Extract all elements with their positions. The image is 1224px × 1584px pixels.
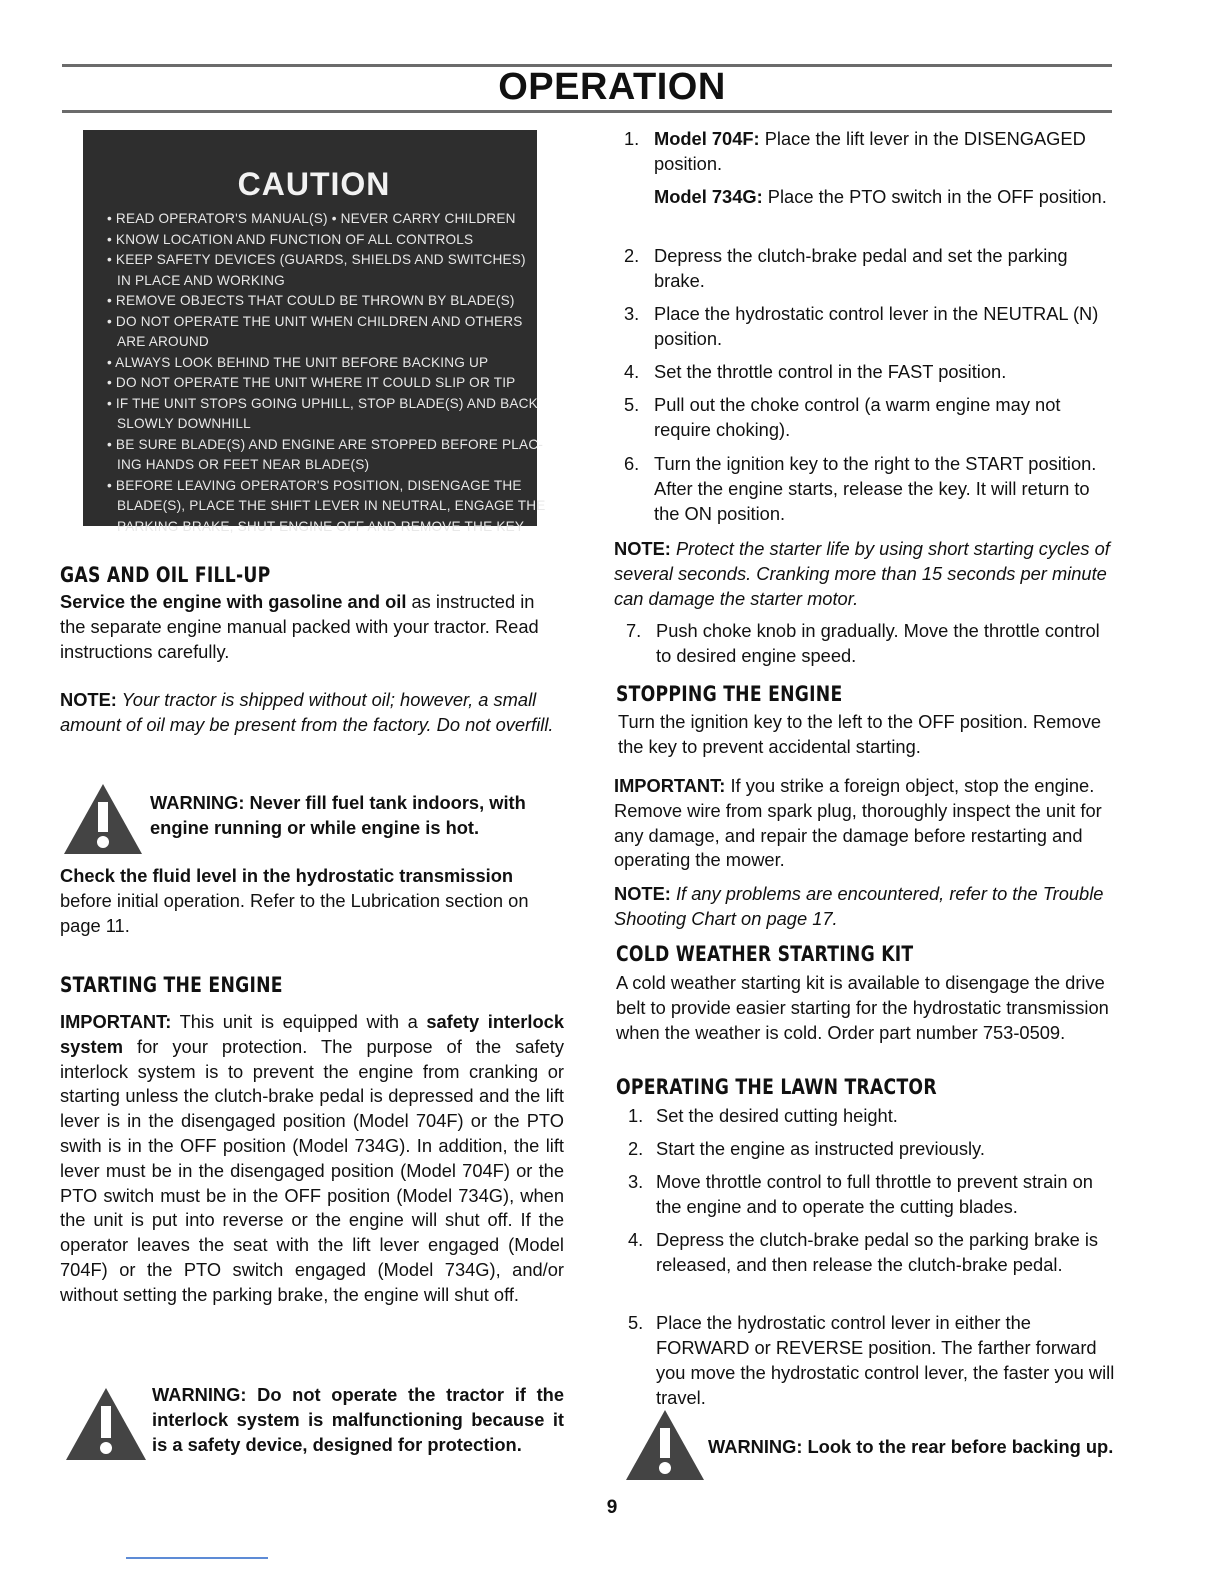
interlock-warning: WARNING: Do not operate the tractor if the interlock system is malfunctioning because it is a safety device, designed for protection.	[152, 1384, 564, 1455]
fuel-warning: WARNING: Never fill fuel tank indoors, with engine running or while engine is hot.	[150, 792, 526, 838]
stopping-note: NOTE: If any problems are encountered, refer to the Trouble Shooting Chart on page 17.	[614, 883, 1104, 929]
page-number: 9	[606, 1497, 618, 1518]
caution-heading: CAUTION	[237, 166, 391, 202]
warning-icon	[624, 1408, 706, 1482]
step-number: 1.	[624, 128, 640, 149]
gas-oil-paragraph: Service the engine with gasoline and oil as instructed in the separate engine manual packed with your tractor. Read instructions carefully.	[60, 591, 539, 662]
gas-oil-heading: GAS AND OIL FILL-UP	[60, 563, 271, 587]
backing-warning: WARNING: Look to the rear before backing up.	[708, 1436, 1114, 1457]
caution-decal	[83, 130, 546, 534]
lawn-tractor-heading: OPERATING THE LAWN TRACTOR	[616, 1075, 937, 1099]
stopping-paragraph: Turn the ignition key to the left to the OFF position. Remove the key to prevent accidental starting.	[618, 711, 1101, 757]
caution-line: • KEEP SAFETY DEVICES (GUARDS, SHIELDS AND SWITCHES)	[107, 252, 526, 267]
title-rule	[62, 110, 1112, 113]
caution-line: • KNOW LOCATION AND FUNCTION OF ALL CONTROLS	[107, 231, 474, 247]
stopping-heading: STOPPING THE ENGINE	[616, 682, 843, 706]
gas-oil-note: NOTE: Your tractor is shipped without oil; however, a small amount of oil may be present from the factory. Do not overfill.	[60, 689, 554, 735]
cold-weather-heading: COLD WEATHER STARTING KIT	[616, 942, 914, 966]
caution-line: ING HANDS OR FEET NEAR BLADE(S)	[117, 457, 370, 472]
warning-icon	[64, 1386, 148, 1462]
warning-icon	[62, 782, 144, 856]
caution-line: • BE SURE BLADE(S) AND ENGINE ARE STOPPED BEFORE PLAC-	[107, 436, 544, 452]
page-title: OPERATION	[498, 66, 726, 108]
caution-line: • BEFORE LEAVING OPERATOR'S POSITION, DISENGAGE THE	[107, 477, 522, 493]
caution-line: • ALWAYS LOOK BEHIND THE UNIT BEFORE BACKING UP	[107, 354, 489, 370]
caution-line: • DO NOT OPERATE THE UNIT WHEN CHILDREN AND OTHERS	[107, 313, 523, 329]
caution-line: • DO NOT OPERATE THE UNIT WHERE IT COULD SLIP OR TIP	[107, 375, 516, 390]
starting-heading: STARTING THE ENGINE	[60, 973, 283, 997]
cold-weather-paragraph: A cold weather starting kit is available to disengage the drive belt to provide easier starting for the hydrostatic transmission when the weather is cold. Order part number 753-0509.	[616, 972, 1109, 1043]
caution-line: PARKING BRAKE, SHUT ENGINE OFF AND REMOVE THE KEY	[117, 518, 525, 534]
caution-line: BLADE(S), PLACE THE SHIFT LEVER IN NEUTRAL, ENGAGE THE	[117, 498, 546, 513]
fluid-check-paragraph: Check the fluid level in the hydrostatic transmission before initial operation. Refer to the Lubrication section on page 11.	[60, 865, 529, 936]
stopping-important: IMPORTANT: If you strike a foreign object, stop the engine. Remove wire from spark plug, thoroughly inspect the unit for any damage, and repair the damage before restarting and operating the mower.	[614, 775, 1102, 871]
caution-line: • REMOVE OBJECTS THAT COULD BE THROWN BY BLADE(S)	[107, 293, 515, 308]
starter-note: NOTE: Protect the starter life by using short starting cycles of several seconds. Cranking more than 15 seconds per minute can damage the starter motor.	[614, 538, 1110, 609]
step-1b: Model 734G: Place the PTO switch in the OFF position.	[654, 186, 1107, 207]
caution-line: ARE AROUND	[117, 334, 209, 349]
caution-line: • READ OPERATOR'S MANUAL(S) • NEVER CARRY CHILDREN	[107, 211, 516, 226]
caution-line: IN PLACE AND WORKING	[117, 272, 285, 288]
bottom-line	[126, 1557, 268, 1559]
caution-line: • IF THE UNIT STOPS GOING UPHILL, STOP BLADE(S) AND BACK	[107, 395, 538, 411]
interlock-paragraph: IMPORTANT: This unit is equipped with a safety interlock system for your protection. The purpose of the safety interlock system is to prevent the engine from cranking or starting unless the clutch-brake pedal is depressed and the lift lever is in the disengaged position (Model 704F) or the PTO swith is in the OFF position (Model 734G). In addition, the lift lever must be in the disengaged position (Model 704F) or the PTO switch must be in the OFF position (Model 734G), when the unit is put into reverse or the engine will shut off. If the operator leaves the seat with the lift lever engaged (Model 704F) or the PTO switch engaged (Model 734G), and/or without setting the parking brake, the engine will shut off.	[60, 1011, 564, 1305]
caution-line: SLOWLY DOWNHILL	[117, 416, 251, 431]
